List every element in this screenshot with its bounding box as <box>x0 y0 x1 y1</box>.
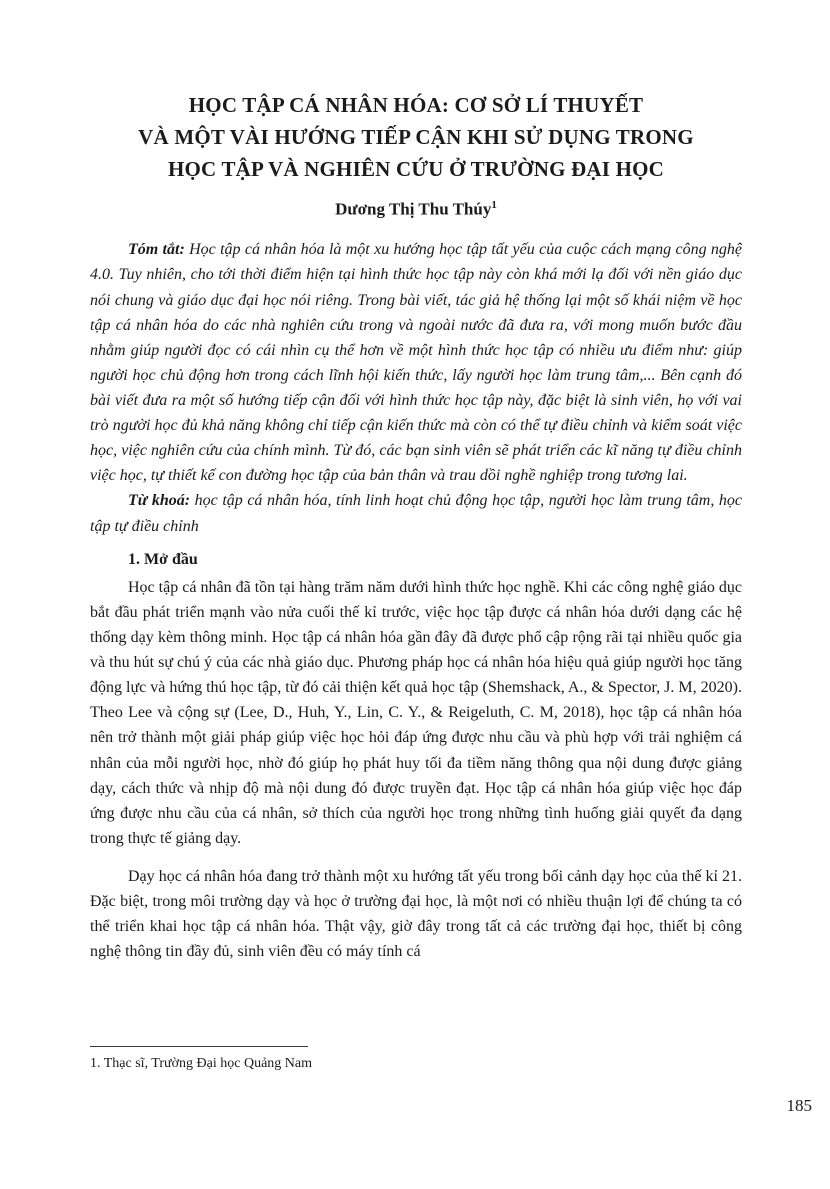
page-content <box>90 0 742 964</box>
author-footnote-marker: 1 <box>491 198 497 211</box>
author-name: Dương Thị Thu Thúy <box>335 199 492 219</box>
footnote-text: 1. Thạc sĩ, Trường Đại học Quảng Nam <box>90 1056 312 1071</box>
footnote-block <box>90 1046 742 1074</box>
title-line-1: HỌC TẬP CÁ NHÂN HÓA: CƠ SỞ LÍ THUYẾT <box>188 93 644 117</box>
keywords-label: Từ khoá: <box>128 492 191 510</box>
author-line <box>90 199 742 220</box>
title-line-2: VÀ MỘT VÀI HƯỚNG TIẾP CẬN KHI SỬ DỤNG TRONG <box>138 124 694 149</box>
paper-title <box>90 90 742 186</box>
title-line-3: HỌC TẬP VÀ NGHIÊN CỨU Ở TRƯỜNG ĐẠI HỌC <box>167 156 665 181</box>
abstract-paragraph <box>90 237 742 488</box>
body-paragraph-1: Học tập cá nhân đã tồn tại hàng trăm năm dưới hình thức học nghề. Khi các công nghệ giáo dục bắt đầu phát triển mạnh vào nửa cuối thế kỉ trước, việc học tập được cá nhân hóa dưới dạng các hệ thống dạy kèm thông minh. Học tập cá nhân hóa gần đây đã được phổ cập rộng rãi tại nhiều quốc gia và thu hút sự chú ý của các nhà giáo dục. Phương pháp học cá nhân hóa hiệu quả giúp người học tăng động lực và hứng thú học tập, từ đó cải thiện kết quả học tập (Shemshack, A., & Spector, J. M, 2020). Theo Lee và cộng sự (Lee, D., Huh, Y., Lin, C. Y., & Reigeluth, C. M, 2018), học tập cá nhân hóa nên trở thành một giải pháp giúp việc học hỏi đáp ứng được nhu cầu và phù hợp với trải nghiệm cá nhân của mỗi người học, nhờ đó giúp họ phát huy tối đa tiềm năng thông qua nội dung được giảng dạy, cách thức và nhịp độ mà nội dung đó được truyền đạt. Học tập cá nhân hóa giúp việc học đáp ứng được nhu cầu của cá nhân, sở thích của người học trong những tình huống giải quyết đa dạng trong thực tế giảng dạy. <box>90 578 742 847</box>
footnote-divider <box>90 1046 308 1047</box>
abstract-text: Học tập cá nhân hóa là một xu hướng học tập tất yếu của cuộc cách mạng công nghệ 4.0. Tuy nhiên, cho tới thời điểm hiện tại hình thức học tập này còn khá mới lạ đối với nền giáo dục nói chung và giáo dục đại học nói riêng. Trong bài viết, tác giả hệ thống lại một số khái niệm về học tập cá nhân hóa do các nhà nghiên cứu trong và ngoài nước đã đưa ra, với mong muốn bước đầu nhằm giúp người đọc có cái nhìn cụ thể hơn về một hình thức học tập có nhiều ưu điểm như: giúp người học chủ động hơn trong cách lĩnh hội kiến thức, lấy người học làm trung tâm,... Bên cạnh đó bài viết đưa ra một số hướng tiếp cận đối với hình thức học tập này, đặc biệt là sinh viên, họ với vai trò người học đủ khả năng không chỉ tiếp cận kiến thức mà còn có thể tự điều chỉnh và kiểm soát việc học, việc nghiên cứu của chính mình. Từ đó, các bạn sinh viên sẽ phát triển các kĩ năng tự điều chỉnh việc học, tự thiết kế con đường học tập của bản thân và trau dồi nghề nghiệp trong tương lai. <box>90 241 743 485</box>
abstract-label: Tóm tắt: <box>128 241 185 259</box>
section-heading-intro: 1. Mở đầu <box>128 550 198 568</box>
keywords-paragraph <box>90 488 742 538</box>
body-paragraph-2: Dạy học cá nhân hóa đang trở thành một xu hướng tất yếu trong bối cảnh dạy học của thế kỉ 21. Đặc biệt, trong môi trường dạy và học ở trường đại học, là một nơi có nhiều thuận lợi để chúng ta có thể triển khai học tập cá nhân hóa. Thật vậy, giờ đây trong tất cả các trường đại học, thiết bị công nghệ thông tin đầy đủ, sinh viên đều có máy tính cá <box>90 868 742 961</box>
page-number: 185 <box>786 1096 812 1115</box>
keywords-text: học tập cá nhân hóa, tính linh hoạt chủ động học tập, người học làm trung tâm, học tập tự điều chỉnh <box>90 492 743 535</box>
